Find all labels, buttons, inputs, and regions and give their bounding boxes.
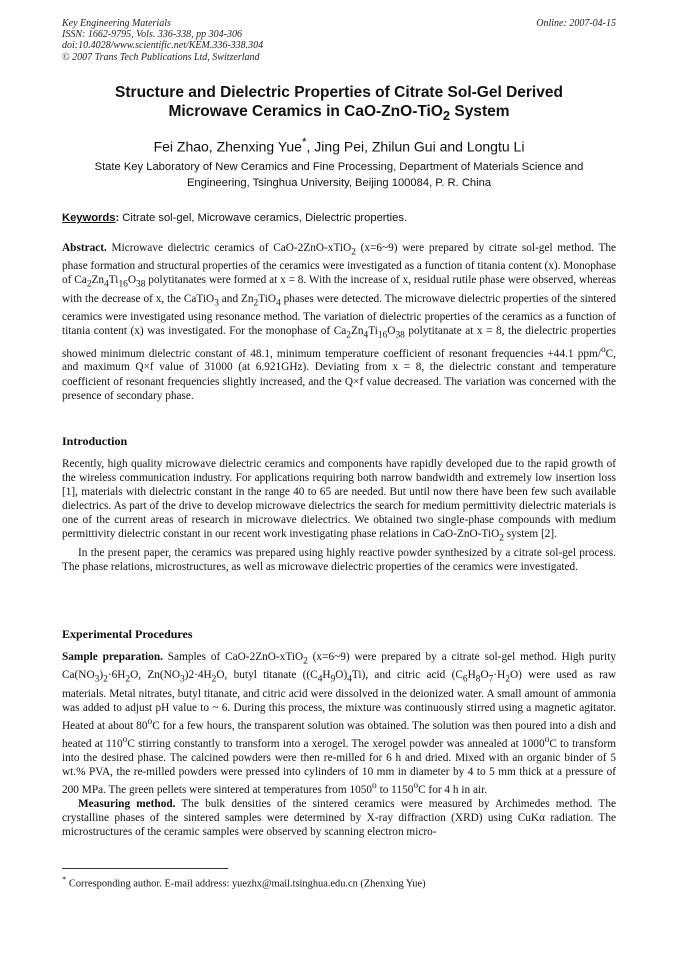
- title-line-2: [62, 102, 616, 125]
- sample-preparation-paragraph: [62, 650, 616, 797]
- intro-paragraph-1: [62, 457, 616, 546]
- title-text: System: [450, 103, 510, 120]
- exp-text: The bulk densities of the sintered ceramics were measured by Archimedes method. The crystalline phases of the sintered samples were determined by X-ray diffraction (XRD) using CuKα radiation. The microstructures of the ceramic samples were observed by scanning electron micro-: [62, 797, 616, 838]
- exp-text: O: [480, 669, 489, 682]
- superscript: o: [413, 780, 419, 791]
- subscript: 7: [488, 674, 494, 685]
- copyright-line: © 2007 Trans Tech Publications Ltd, Switzerland: [62, 51, 260, 63]
- subscript: 4: [317, 674, 323, 685]
- keywords-colon: :: [115, 212, 120, 224]
- subscript: 2: [86, 279, 92, 290]
- exp-text: C for a few hours, the transparent solution was obtained. The solution was then poured into a dish and heated at 110: [62, 719, 616, 750]
- journal-header: [62, 18, 616, 63]
- subscript: 2: [125, 674, 131, 685]
- author-list: [62, 134, 616, 156]
- exp-text: C for 4 h in air.: [418, 783, 488, 796]
- online-date: Online: 2007-04-15: [536, 18, 616, 29]
- exp-text: ·H: [493, 669, 506, 682]
- affiliation: State Key Laboratory of New Ceramics and Fine Processing, Department of Materials Science and Engineering, Tsinghua University, Beijing 100084, P. R. China: [94, 161, 584, 189]
- subscript: 2: [351, 247, 356, 258]
- exp-text: O, butyl titanate ((C: [216, 669, 318, 682]
- keywords-text: Citrate sol-gel, Microwave ceramics, Dielectric properties.: [119, 212, 408, 224]
- abstract-text: Zn: [91, 274, 105, 287]
- issn-line: ISSN: 1662-9795, Vols. 336-338, pp 304-306: [62, 29, 242, 41]
- abstract-text: polytitanates were formed at x = 8. With the increase of x, residual rutile phase were observed, whereas with the decrease of x, the CaTiO: [62, 274, 616, 305]
- exp-text: O, Zn(NO: [130, 669, 180, 682]
- title-line-1: Structure and Dielectric Properties of Citrate Sol-Gel Derived: [115, 84, 563, 101]
- title-subscript: 2: [442, 108, 451, 124]
- experimental-section: [62, 650, 616, 839]
- subscript: 2: [346, 330, 351, 341]
- exp-text: H: [322, 669, 331, 682]
- superscript: o: [600, 344, 606, 355]
- section-heading-introduction: Introduction: [62, 434, 128, 448]
- abstract-text: and Zn: [218, 292, 254, 305]
- exp-text: Samples of CaO-2ZnO-xTiO: [162, 651, 304, 663]
- abstract-text: (x=6~9) were prepared by citrate sol-gel method. The phase formation and structural properties of the ceramics were investigated as a function of titania content (x). Monophase of Ca: [62, 242, 617, 287]
- authors-part: Fei Zhao, Zhenxing Yue: [153, 138, 302, 155]
- exp-text: O) were used as raw materials. Metal nitrates, butyl titanate, and citric acid were dissolved in the deionized water. A small amount of ammonia was added to adjust pH value to ~ 6. During this process, the mixture was continuously stirred using a magnetic agitator. Heated at about 80: [62, 669, 616, 732]
- exp-text: to 1150: [376, 783, 414, 796]
- abstract-text: Zn: [350, 325, 364, 338]
- subscript: 4: [276, 298, 281, 309]
- footnote-mark: *: [62, 874, 67, 884]
- subscript: 2: [211, 674, 217, 685]
- abstract-text: O: [387, 325, 396, 338]
- subscript: 16: [377, 330, 388, 341]
- subscript: 38: [395, 330, 405, 341]
- abstract-text: Microwave dielectric ceramics of CaO-2ZnO-xTiO: [106, 242, 352, 254]
- subscript: 3: [214, 298, 219, 309]
- superscript: o: [147, 716, 153, 727]
- superscript: o: [544, 734, 550, 745]
- exp-text: O): [335, 669, 348, 682]
- intro-paragraph-2: In the present paper, the ceramics was prepared using highly reactive powder synthesized by a citrate sol-gel process. The phase relations, microstructures, as well as microwave dielectric properties of the ceramics were investigated.: [62, 546, 616, 573]
- abstract: [62, 241, 616, 403]
- abstract-text: Ti: [108, 274, 119, 287]
- abstract-text: C, and maximum Q×f value of 31000 (at 6.921GHz). Deviating from x = 8, the dielectric constant and temperature coefficient of resonant frequencies slightly increased, and the Q×f value decreased. The variation was concerned with the presence of secondary phase.: [62, 347, 616, 402]
- abstract-text: O: [127, 274, 137, 287]
- exp-text: (x=6~9) were prepared by a citrate sol-gel method. High purity Ca(NO: [62, 651, 616, 682]
- exp-text: C to transform into the desired phase. The calcined powders were then re-milled for 6 h and dried. Mixed with an organic binder of 5 wt.% PVA, the re-milled powders were pressed into cylinders of 10 mm in diameter by 4 to 5 mm thick at a pressure of 200 MPa. The green pellets were sintered at temperatures from 1050: [62, 737, 617, 796]
- sample-preparation-label: Sample preparation.: [62, 651, 163, 663]
- footnote-text: Corresponding author. E-mail address: yuezhx@mail.tsinghua.edu.cn (Zhenxing Yue): [66, 878, 426, 890]
- subscript: 16: [118, 279, 128, 290]
- subscript: 2: [499, 533, 504, 544]
- abstract-text: Ti: [368, 325, 378, 338]
- intro-text: system [2].: [503, 528, 557, 541]
- corresponding-mark: *: [301, 136, 307, 149]
- subscript: 6: [462, 674, 468, 685]
- abstract-label: Abstract.: [62, 242, 107, 254]
- journal-name: Key Engineering Materials: [62, 18, 171, 29]
- intro-text: Recently, high quality microwave dielectric ceramics and components have rapidly developed due to the rapid growth of the wireless communication industry. For applications requiring both narrow bandwidth and extremely low insertion loss [1], materials with dielectric constant in the range 40 to 65 are needed. But until now there have been few such available dielectrics. As part of the drive to develop microwave dielectrics the search for medium permittivity dielectric materials is one of the current areas of research in microwave dielectrics. We obtained two single-phase compounds with medium permittivity dielectric constant in our recent work investigating phase relations in CaO-ZnO-TiO: [62, 458, 616, 541]
- subscript: 2: [303, 656, 308, 667]
- footnote-divider: [62, 868, 228, 869]
- exp-text: H: [467, 669, 476, 682]
- abstract-text: TiO: [258, 292, 277, 305]
- subscript: 2: [103, 674, 108, 685]
- footnote: [62, 873, 616, 890]
- subscript: 2: [505, 674, 510, 685]
- abstract-text: phases were detected. The microwave dielectric properties of the sintered ceramics were investigated using resonance method. The variation of dielectric properties of the ceramics as a function of titania content (x) was investigated. For the monophase of Ca: [62, 292, 616, 338]
- subscript: 4: [363, 330, 369, 341]
- exp-text: C stirring constantly to transform into a xerogel. The xerogel powder was annealed at 1000: [127, 737, 545, 750]
- authors-part: , Jing Pei, Zhilun Gui and Longtu Li: [306, 138, 525, 155]
- superscript: o: [372, 780, 377, 791]
- paper-title: [62, 83, 616, 125]
- doi-line: doi:10.4028/www.scientific.net/KEM.336-338.304: [62, 40, 264, 52]
- exp-text: Ti), and citric acid (C: [351, 669, 463, 682]
- exp-text: )2·4H: [184, 669, 212, 682]
- subscript: 9: [330, 674, 336, 685]
- keywords-label: Keywords: [62, 212, 116, 224]
- subscript: 38: [136, 279, 146, 290]
- section-heading-experimental: Experimental Procedures: [62, 627, 193, 641]
- introduction-section: [62, 457, 616, 574]
- subscript: 2: [253, 298, 259, 309]
- exp-text: ): [99, 669, 104, 682]
- measuring-method-label: Measuring method.: [78, 797, 176, 810]
- abstract-text: polytitanate at x = 8, the dielectric properties showed minimum dielectric constant of 48.1, minimum temperature coefficient of resonant frequencies +44.1 ppm/: [62, 325, 617, 360]
- title-text: Microwave Ceramics in CaO-ZnO-TiO: [168, 103, 443, 120]
- keywords: [62, 211, 616, 225]
- subscript: 3: [179, 674, 185, 685]
- superscript: o: [122, 734, 128, 745]
- subscript: 3: [94, 674, 100, 685]
- subscript: 8: [475, 674, 481, 685]
- subscript: 4: [104, 279, 109, 290]
- subscript: 4: [347, 674, 352, 685]
- measuring-method-paragraph: [62, 797, 616, 839]
- exp-text: ·6H: [107, 669, 126, 682]
